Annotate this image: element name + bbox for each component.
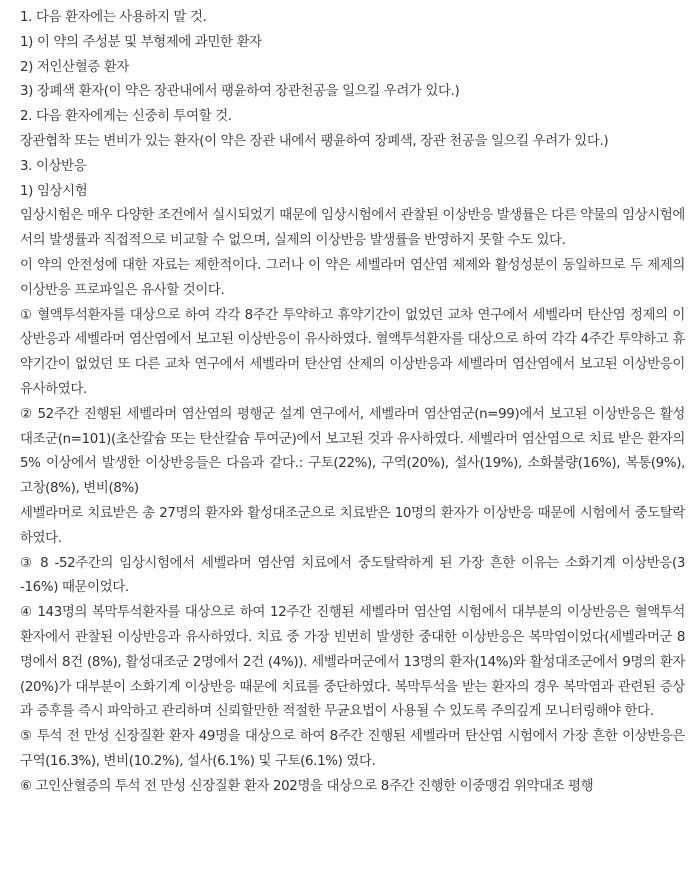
contraindication-item-2: 2) 저인산혈증 환자 <box>20 59 129 75</box>
caution-text: 장관협착 또는 변비가 있는 환자(이 약은 장관 내에서 팽윤하여 장폐색, 장관 천공을 일으킬 우려가 있다.) <box>20 133 609 149</box>
finding-1: ① 혈액투석환자를 대상으로 하여 각각 8주간 투약하고 휴약기간이 없었던 교차 연구에서 세벨라머 탄산염 정제의 이상반응과 세벨라머 염산염에서 보고된 이상반응이 유사하였다. 혈액투석환자를 대상으로 하여 각각 4주간 투약하고 휴약기간이 없었던 또 다른 교차 연구에서 세벨라머 탄산염 산제의 이상반응과 세벨라머 염산염에서 보고된 이상반응이 유사하였다. <box>20 307 686 397</box>
finding-4: ④ 143명의 복막투석환자를 대상으로 하여 12주간 진행된 세벨라머 염산염 시험에서 대부분의 이상반응은 혈액투석 환자에서 관찰된 이상반응과 유사하였다. 치료 중 가장 빈번히 발생한 중대한 이상반응은 복막염이었다(세벨라머군 8명에서 8건 (8%), 활성대조군 2명에서 2건 (4%)). 세벨라머군에서 13명의 환자(14%)와 활성대조군에서 9명의 환자(20%)가 대부분이 소화기계 이상반응 때문에 치료를 중단하였다. 복막투석을 받는 환자의 경우 복막염과 관련된 증상과 증후를 즉시 파악하고 관리하며 신뢰할만한 적절한 무균요법이 사용될 수 있도록 주의깊게 모니터링해야 한다. <box>20 605 685 720</box>
finding-5: ⑤ 투석 전 만성 신장질환 환자 49명을 대상으로 하여 8주간 진행된 세벨라머 탄산염 시험에서 가장 흔한 이상반응은 구역(16.3%), 변비(10.2%), 설사(6.1%) 및 구토(6.1%) 였다. <box>20 729 685 769</box>
contraindication-item-3: 3) 장폐색 환자(이 약은 장관내에서 팽윤하여 장관천공을 일으킬 우려가 있다.) <box>20 84 460 100</box>
finding-6: ⑥ 고인산혈증의 투석 전 만성 신장질환 환자 202명을 대상으로 8주간 진행한 이중맹검 위약대조 평행 <box>20 778 594 794</box>
caution-heading: 2. 다음 환자에게는 신중히 투여할 것. <box>20 109 232 125</box>
contraindication-item-1: 1) 이 약의 주성분 및 부형제에 과민한 환자 <box>20 34 262 50</box>
finding-3: ③ 8 -52주간의 임상시험에서 세벨라머 염산염 치료에서 중도탈락하게 된 가장 흔한 이유는 소화기계 이상반응(3 -16%) 때문이었다. <box>20 555 685 596</box>
clinical-trials-subheading: 1) 임상시험 <box>20 183 88 199</box>
contraindication-heading: 1. 다음 환자에는 사용하지 말 것. <box>20 10 207 25</box>
safety-data-paragraph: 이 약의 안전성에 대한 자료는 제한적이다. 그러나 이 약은 세벨라머 염산염 제제와 활성성분이 동일하므로 두 제제의 이상반응 프로파일은 유사할 것이다. <box>20 257 685 298</box>
dropout-paragraph: 세벨라머로 치료받은 총 27명의 환자와 활성대조군으로 치료받은 10명의 환자가 이상반응 때문에 시험에서 중도탈락하였다. <box>20 505 685 546</box>
finding-2: ② 52주간 진행된 세벨라머 염산염의 평행군 설계 연구에서, 세벨라머 염산염군(n=99)에서 보고된 이상반응은 활성대조군(n=101)(초산칼슘 또는 탄산칼슘 투여군)에서 보고된 것과 유사하였다. 세벨라머 염산염으로 치료 받은 환자의 5% 이상에서 발생한 이상반응들은 다음과 같다.: 구토(22%), 구역(20%), 설사(19%), 소화불량(16%), 복통(9%), 고창(8%), 변비(8%) <box>20 406 685 497</box>
adverse-reactions-heading: 3. 이상반응 <box>20 158 87 174</box>
clinical-trials-intro: 임상시험은 매우 다양한 조건에서 실시되었기 때문에 임상시험에서 관찰된 이상반응 발생률은 다른 약물의 임상시험에서의 발생률과 직접적으로 비교할 수 없으며, 실제의 이상반응 발생률을 반영하지 못할 수도 있다. <box>20 208 685 249</box>
